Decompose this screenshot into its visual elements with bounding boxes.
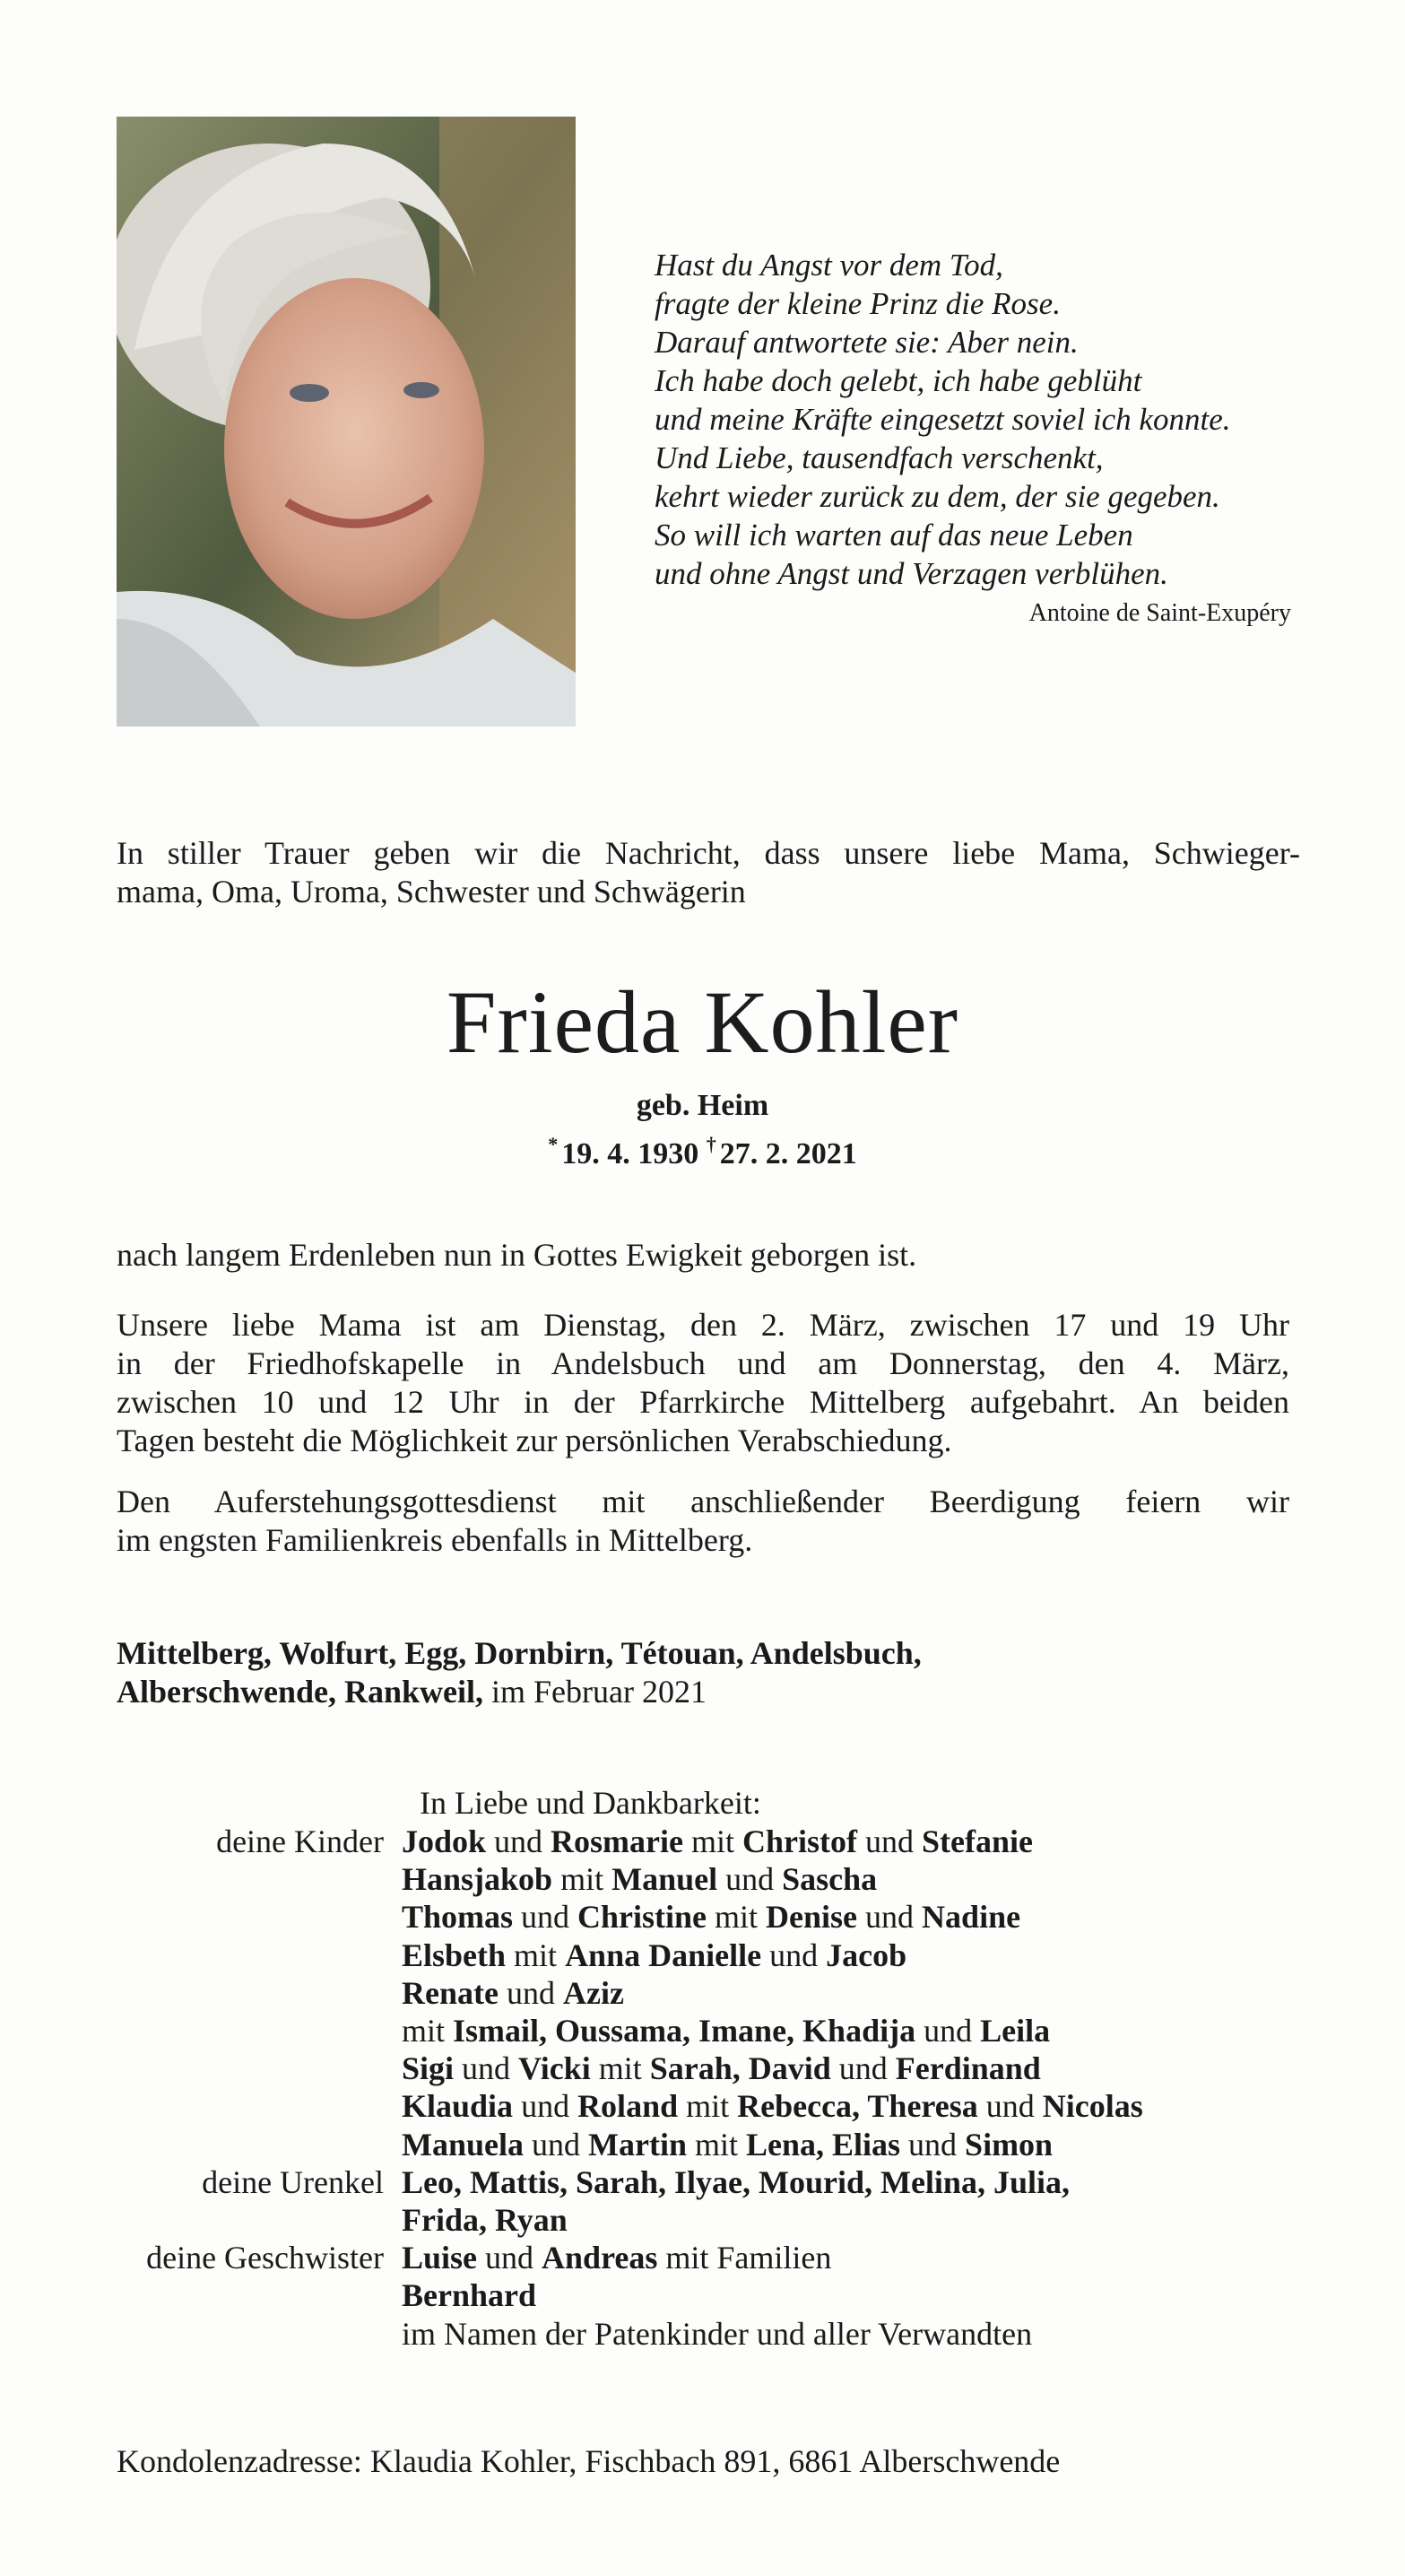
family-names: Manuela und Martin mit Lena, Elias und Simon [402, 2126, 1054, 2163]
poem-line: Hast du Angst vor dem Tod, [655, 248, 1003, 283]
poem [655, 246, 1354, 593]
kondolenz-address: Kondolenzadresse: Klaudia Kohler, Fischbach 891, 6861 Alberschwende [117, 2443, 1061, 2479]
family-label-geschwister: deine Geschwister [146, 2240, 384, 2276]
paragraph-aufbahrung [117, 1306, 1289, 1460]
intro-line: In stiller Trauer geben wir die Nachricht, dass unsere liebe Mama, Schwieger- [117, 835, 1300, 871]
family-row [0, 2239, 1405, 2276]
intro-text [117, 834, 1300, 911]
death-symbol: † [706, 1133, 716, 1155]
family-row [0, 1936, 1405, 1974]
family-row [0, 1974, 1405, 2012]
places-date [117, 1634, 1300, 1711]
portrait-photo [117, 117, 576, 727]
family-names: Luise und Andreas mit Familien [402, 2240, 832, 2276]
poem-line: und meine Kräfte eingesetzt soviel ich konnte. [655, 402, 1231, 437]
life-dates [0, 1126, 1405, 1173]
death-date: 27. 2. 2021 [719, 1137, 857, 1171]
birth-date: 19. 4. 1930 [561, 1137, 699, 1171]
family-row [0, 1823, 1405, 1860]
deceased-name: Frieda Kohler [446, 972, 959, 1072]
family-names: Bernhard [402, 2277, 537, 2314]
places-line [117, 1673, 1300, 1711]
family-names: Frida, Ryan [402, 2202, 568, 2239]
paragraph-line: Den Auferstehungsgottesdienst mit anschließender Beerdigung feiern wir [117, 1484, 1289, 1519]
family-row [0, 2163, 1405, 2201]
family-names: Thomas und Christine mit Denise und Nadine [402, 1899, 1021, 1936]
places-rest: im Februar 2021 [483, 1674, 707, 1710]
family-row [0, 2315, 1405, 2353]
paragraph-geborgen [117, 1236, 1289, 1275]
family-names: Klaudia und Roland mit Rebecca, Theresa und Nicolas [402, 2088, 1143, 2125]
family-row [0, 2201, 1405, 2239]
family-names: im Namen der Patenkinder und aller Verwandten [402, 2315, 1033, 2352]
family-row [0, 1860, 1405, 1898]
poem-line: Und Liebe, tausendfach verschenkt, [655, 440, 1104, 475]
family-names: Jodok und Rosmarie mit Christof und Stefanie [402, 1823, 1034, 1859]
paragraph-line: nach langem Erdenleben nun in Gottes Ewigkeit geborgen ist. [117, 1237, 917, 1273]
family-row [0, 2012, 1405, 2049]
family-row [0, 2087, 1405, 2125]
family-names: Renate und Aziz [402, 1974, 624, 2011]
family-names: Elsbeth mit Anna Danielle und Jacob [402, 1936, 907, 1973]
birth-symbol: * [548, 1133, 559, 1155]
family-names: Sigi und Vicki mit Sarah, David und Ferdinand [402, 2050, 1041, 2087]
family-row [0, 2049, 1405, 2087]
family-row [0, 1898, 1405, 1936]
family-names: Hansjakob mit Manuel und Sascha [402, 1861, 878, 1898]
paragraph-line: Unsere liebe Mama ist am Dienstag, den 2. März, zwischen 17 und 19 Uhr [117, 1307, 1289, 1343]
paragraph-line: im engsten Familienkreis ebenfalls in Mittelberg. [117, 1522, 753, 1558]
poem-line: Darauf antwortete sie: Aber nein. [655, 325, 1079, 360]
family-list [0, 1823, 1405, 2353]
portrait-photo-icon [117, 117, 576, 727]
paragraph-gottesdienst [117, 1483, 1289, 1560]
born-name: geb. Heim [636, 1089, 769, 1122]
dankbarkeit-line: In Liebe und Dankbarkeit: [420, 1785, 761, 1821]
paragraph-line: zwischen 10 und 12 Uhr in der Pfarrkirche Mittelberg aufgebahrt. An beiden [117, 1384, 1289, 1420]
family-label-kinder: deine Kinder [216, 1823, 384, 1859]
family-names: mit Ismail, Oussama, Imane, Khadija und Leila [402, 2013, 1051, 2049]
paragraph-line: Tagen besteht die Möglichkeit zur persönlichen Verabschiedung. [117, 1423, 952, 1458]
poem-line: So will ich warten auf das neue Leben [655, 518, 1133, 553]
poem-line: fragte der kleine Prinz die Rose. [655, 286, 1061, 321]
paragraph-line: in der Friedhofskapelle in Andelsbuch und am Donnerstag, den 4. März, [117, 1345, 1289, 1381]
family-names: Leo, Mattis, Sarah, Ilyae, Mourid, Melina, Julia, [402, 2163, 1070, 2200]
intro-line: mama, Oma, Uroma, Schwester und Schwägerin [117, 874, 746, 909]
poem-line: Ich habe doch gelebt, ich habe geblüht [655, 363, 1142, 398]
poem-line: und ohne Angst und Verzagen verblühen. [655, 556, 1168, 591]
places-bold: Alberschwende, Rankweil, [117, 1674, 484, 1710]
family-label-urenkel: deine Urenkel [202, 2163, 384, 2200]
poem-line: kehrt wieder zurück zu dem, der sie gegeben. [655, 479, 1220, 514]
family-row [0, 2276, 1405, 2314]
places-line: Mittelberg, Wolfurt, Egg, Dornbirn, Tétouan, Andelsbuch, [117, 1635, 922, 1671]
poem-author: Antoine de Saint-Exupéry [1028, 599, 1291, 627]
family-row [0, 2126, 1405, 2163]
